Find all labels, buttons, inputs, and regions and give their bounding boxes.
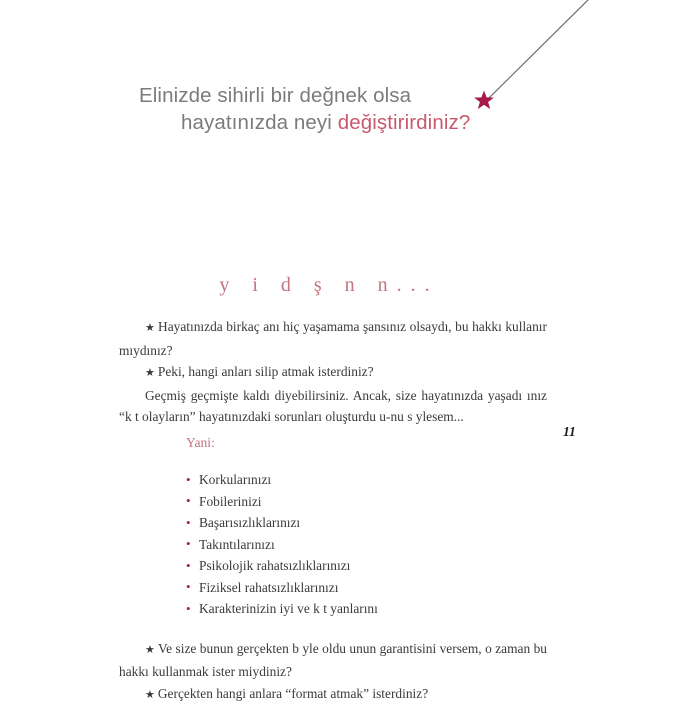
list-item: • Psikolojik rahatsızlıklarınızı	[186, 555, 547, 577]
paragraph-5-text: Gerçekten hangi anlara “format atmak” isterdiniz?	[158, 686, 428, 701]
paragraph-3	[119, 385, 547, 428]
tail-paragraphs	[119, 638, 547, 706]
list-item: • Başarısızlıklarınızı	[186, 512, 547, 534]
list-item: • Korkularınızı	[186, 469, 547, 491]
paragraph-2-text: Peki, hangi anları silip atmak isterdiniz?	[158, 364, 374, 379]
list-item: • Takıntılarınızı	[186, 534, 547, 556]
list-item: • Fiziksel rahatsızlıklarınızı	[186, 577, 547, 599]
paragraph-1	[119, 316, 547, 361]
display-heading	[119, 82, 539, 136]
section-title: y i d ş n n...	[119, 274, 539, 297]
paragraph-3-text: Geçmiş geçmişte kaldı diyebilirsiniz. Ancak, size hayatınızda yaşadı ınız “k t olayların” hayatınızdaki sorunları oluşturdu u-nu s ylesem...	[119, 388, 547, 425]
list-item: • Fobilerinizi	[186, 491, 547, 513]
paragraph-4	[119, 638, 547, 683]
yani-label: Yani:	[119, 432, 547, 454]
star-bullet-icon: ★	[145, 322, 158, 334]
heading-line-2-accent: değiştirirdiniz?	[338, 111, 471, 134]
paragraph-5	[119, 683, 547, 706]
body-column	[119, 316, 547, 706]
heading-line-2-plain: hayatınızda neyi	[181, 111, 338, 134]
star-bullet-icon: ★	[145, 644, 158, 656]
paragraph-2	[119, 361, 547, 385]
star-bullet-icon: ★	[145, 689, 158, 701]
list-item: • Karakterinizin iyi ve k t yanlarını	[186, 598, 547, 620]
paragraph-1-text: Hayatınızda birkaç anı hiç yaşamama şansınız olsaydı, bu hakkı kullanır mıydınız?	[119, 319, 547, 358]
star-bullet-icon: ★	[145, 367, 158, 379]
page-number: 11	[563, 424, 576, 440]
heading-line-1: Elinizde sihirli bir değnek olsa	[119, 82, 539, 109]
paragraph-4-text: Ve size bunun gerçekten b yle oldu unun garantisini versem, o zaman bu hakkı kullanmak ister miydiniz?	[119, 641, 547, 680]
bullet-list	[119, 469, 547, 620]
heading-line-2	[119, 109, 539, 136]
